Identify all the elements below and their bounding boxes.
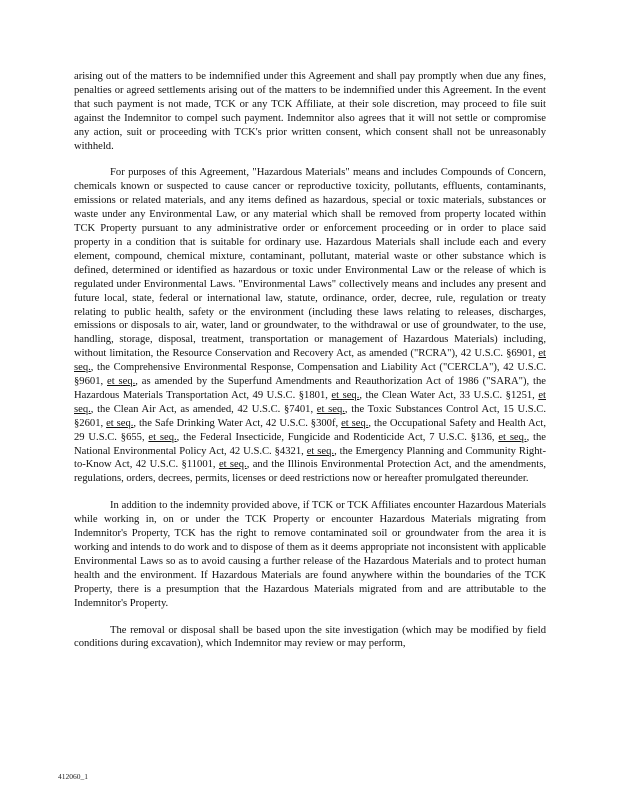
et-seq-citation: et seq. xyxy=(148,431,177,443)
paragraph-removal-disposal: The removal or disposal shall be based upon the site investigation (which may be modified by field conditions during excavation), which Indemnitor may review or may perform, xyxy=(74,624,546,650)
document-footer-id: 412060_1 xyxy=(58,772,88,781)
et-seq-citation: et seq. xyxy=(106,417,134,429)
paragraph-encounter-hazardous-materials: In addition to the indemnity provided above, if TCK or TCK Affiliates encounter Hazardous Materials while working in, on or under the TCK Property or encounter Hazardous Materials migrating from Indemnitor's Property, TCK has the right to remove contaminated soil or groundwater from the area it is working and intends to do work and to dispose of them as it deems appropriate not inconsistent with applicable Environmental Laws so as to avoid causing a further release of the Hazardous Materials and to protect human health and the environment. If Hazardous Materials are found anywhere within the boundaries of the TCK Property, there is a presumption that the Hazardous Materials migrated from and are attributable to the Indemnitor's Property. xyxy=(74,500,546,609)
et-seq-citation: et seq. xyxy=(331,389,360,401)
et-seq-citation: et seq. xyxy=(316,403,345,415)
document-body xyxy=(74,70,546,651)
et-seq-citation: et seq. xyxy=(74,348,546,374)
et-seq-citation: et seq. xyxy=(218,459,247,471)
et-seq-citation: et seq. xyxy=(498,431,527,443)
et-seq-citation: et seq. xyxy=(107,376,136,388)
et-seq-citation: et seq. xyxy=(306,445,335,457)
et-seq-citation: et seq. xyxy=(341,417,369,429)
paragraph-hazardous-materials-definition: For purposes of this Agreement, "Hazardous Materials" means and includes Compounds of Concern, chemicals known or suspected to cause cancer or reproductive toxicity, pollutants, effluents, contaminants, emissions or related materials, and any items defined as hazardous, special or toxic materials, substances or waste under any Environmental Law, or any material which shall be removed from property located within TCK Property pursuant to any administrative order or enforcement proceeding or in order to place said property in a condition that is suitable for ordinary use. Hazardous Materials shall include each and every element, compound, chemical mixture, contaminant, pollutant, material waste or other substance which is defined, determined or identified as hazardous or toxic under Environmental Law or the release of which is regulated under Environmental Laws. "Environmental Laws" collectively means and includes any present and future local, state, federal or international law, statute, ordinance, order, decree, rule, regulation or treaty relating to public health, safety or the environment (including these laws relating to releases, discharges, emissions or disposals to air, water, land or groundwater, to the withdrawal or use of groundwater, to the use, handling, storage, disposal, treatment, transportation or management of Hazardous Materials) including, without limitation, the Resource Conservation and Recovery Act, as amended ("RCRA"), 42 U.S.C. §6901, et seq., the Comprehensive Environmental Response, Compensation and Liability Act ("CERCLA"), 42 U.S.C. §9601, et seq., as amended by the Superfund Amendments and Reauthorization Act of 1986 ("SARA"), the Hazardous Materials Transportation Act, 49 U.S.C. §1801, et seq., the Clean Water Act, 33 U.S.C. §1251, et seq., the Clean Air Act, as amended, 42 U.S.C. §7401, et seq., the Toxic Substances Control Act, 15 U.S.C. §2601, et seq., the Safe Drinking Water Act, 42 U.S.C. §300f, et seq., the Occupational Safety and Health Act, 29 U.S.C. §655, et seq., the Federal Insecticide, Fungicide and Rodenticide Act, 7 U.S.C. §136, et seq., the National Environmental Policy Act, 42 U.S.C. §4321, et seq., the Emergency Planning and Community Right-to-Know Act, 42 U.S.C. §11001, et seq., and the Illinois Environmental Protection Act, and the amendments, regulations, orders, decrees, permits, licenses or deed restrictions now or hereafter promulgated thereunder. xyxy=(74,167,546,485)
et-seq-citation: et seq. xyxy=(74,389,546,415)
paragraph-indemnity-continuation: arising out of the matters to be indemnified under this Agreement and shall pay promptly when due any fines, penalties or agreed settlements arising out of the matters to be indemnified under this Agreement. In the event that such payment is not made, TCK or any TCK Affiliate, at their sole discretion, may proceed to file suit against the Indemnitor to compel such payment. Indemnitor also agrees that it will not settle or compromise any action, suit or proceeding with TCK's prior written consent, which consent shall not be unreasonably withheld. xyxy=(74,71,546,152)
